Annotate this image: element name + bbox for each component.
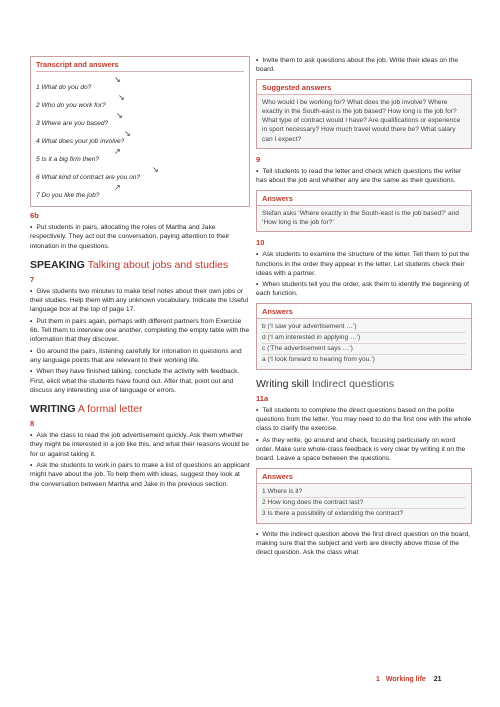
suggested-answers-box <box>256 79 472 149</box>
answer-row: a (‘I look forward to hearing from you.’) <box>262 356 375 364</box>
instruction-bullet: • Put students in pairs, allocating the roles of Martha and Jake respectively. They act out the conversation, paying attention to their intonation in the questions. <box>30 224 230 250</box>
falling-intonation-icon: ↘ <box>118 93 125 102</box>
exercise-number: 8 <box>30 419 35 429</box>
instruction-bullet: • Tell students to complete the direct questions based on the polite questions from the letter. You may need to do the first one with the whole class to clarify the exercise. <box>256 406 472 433</box>
instruction-bullet: • Invite them to ask questions about the job. Write their ideas on the board. <box>256 57 459 74</box>
transcript-line: 5 Is it a big firm then? <box>36 156 100 163</box>
transcript-line: 1 What do you do? <box>36 84 92 91</box>
answers-box <box>256 303 472 370</box>
instruction-bullet: • When they have finished talking, conclude the activity with feedback. First, elicit what the students have found out. After that, point out and discuss any interesting use of language or errors. <box>30 368 240 394</box>
answer-row: 3 Is there a possibility of extending the contract? <box>262 510 404 518</box>
instruction-bullet: • Tell students to read the letter and check which questions the writer has about the job and whether any are the same as their questions. <box>256 168 462 185</box>
exercise-number: 6b <box>30 211 39 220</box>
page-footer <box>376 676 496 683</box>
page-number: 21 <box>433 676 442 683</box>
instruction-bullet: • Ask the class to read the job advertisement quickly. Ask them whether they might be interested in a job like this, and what their reasons would be for or against taking it. <box>30 432 249 458</box>
transcript-line: 4 What does your job involve? <box>36 138 125 145</box>
instruction-bullet: • Go around the pairs, listening carefully for intonation in questions and any language points that are relevant to their working life. <box>30 347 242 364</box>
answers-title: Answers <box>257 469 471 484</box>
bullet-icon: • <box>30 368 33 376</box>
falling-intonation-icon: ↘ <box>124 129 131 138</box>
bullet-icon: • <box>256 168 259 176</box>
instruction-bullet: • Ask the students to work in pairs to make a list of questions an applicant might have about the job. To help them with ideas, suggest they look at the conversation between Martha and Jake in the previous section. <box>30 462 250 488</box>
bullet-icon: • <box>30 224 33 231</box>
bullet-icon: • <box>256 251 259 259</box>
falling-intonation-icon: ↘ <box>152 165 159 174</box>
instruction-bullet: • Write the indirect question above the first direct question on the board, making sure that the subject and verb are directly above those of the direct question. Ask the class what <box>256 530 471 557</box>
exercise-number: 10 <box>256 238 265 248</box>
rising-intonation-icon: ↗ <box>114 183 121 192</box>
section-heading-speaking: SPEAKING Talking about jobs and studies <box>30 258 229 271</box>
transcript-box <box>30 56 250 207</box>
falling-intonation-icon: ↘ <box>114 75 121 84</box>
transcript-title: Transcript and answers <box>36 60 244 72</box>
exercise-number: 9 <box>256 155 261 165</box>
exercise-number: 11a <box>256 393 269 403</box>
suggested-answers-title: Suggested answers <box>257 80 471 95</box>
section-heading-writing-skill: Writing skill Indirect questions <box>256 377 395 390</box>
answers-box <box>256 468 472 524</box>
footer-section-number: 1 <box>376 676 380 683</box>
bullet-icon: • <box>30 347 33 355</box>
answers-title: Answers <box>257 191 471 206</box>
transcript-line: 3 Where are you based? <box>36 120 109 127</box>
instruction-bullet: • As they write, go around and check, focusing particularly on word order. Make sure whole-class feedback is very clear by writing it on the board. Leave a space between the questions. <box>256 436 466 463</box>
footer-section-title: Working life <box>385 676 426 683</box>
bullet-icon: • <box>256 57 259 64</box>
instruction-bullet: • When students tell you the order, ask them to identify the beginning of each function. <box>256 281 470 298</box>
bullet-icon: • <box>256 530 259 538</box>
transcript-line: 2 Who do you work for? <box>36 102 106 109</box>
right-column <box>256 56 472 559</box>
bullet-icon: • <box>256 436 259 444</box>
answer-row: d (‘I am interested in applying …’) <box>262 333 466 344</box>
bullet-icon: • <box>256 406 259 414</box>
rising-intonation-icon: ↗ <box>114 147 121 156</box>
transcript-line: 6 What kind of contract are you on? <box>36 174 141 181</box>
instruction-bullet: • Put them in pairs again, perhaps with different partners from Exercise 6b. Tell them to interview one another, completing the empty table with the information that they discover. <box>30 317 250 344</box>
bullet-icon: • <box>30 287 33 295</box>
bullet-icon: • <box>30 317 33 325</box>
answer-row: c (‘The advertisement says …’) <box>262 344 466 355</box>
transcript-line: 7 Do you like the job? <box>36 192 100 199</box>
instruction-bullet: • Ask students to examine the structure of the letter. Tell them to put the functions in the order they appear in the letter. Let students check their ideas with a partner. <box>256 251 470 277</box>
answers-body: Stefan asks ‘Where exactly in the South-east is the job based?’ and ‘How long is the job for?’ <box>262 209 459 226</box>
suggested-answers-body: Who would I be working for? What does the job involve? Where exactly in the South-east is the job based? How long is the job for? What type of contract would I have? Are qualifications or experience in sport necessary? How much travel would there be? What salary can I expect? <box>262 98 461 143</box>
falling-intonation-icon: ↘ <box>116 111 123 120</box>
bullet-icon: • <box>30 462 33 470</box>
exercise-number: 7 <box>30 274 35 284</box>
section-heading-writing: WRITING A formal letter <box>30 403 143 416</box>
instruction-bullet: • Give students two minutes to make brief notes about their own jobs or their studies. Help them with any unknown vocabulary. Indicate the Useful language box at the top of page 17. <box>30 287 249 314</box>
answer-row: 1 Where is it? <box>262 487 466 498</box>
answer-row: b (‘I saw your advertisement …’) <box>262 322 466 333</box>
left-column <box>30 56 250 491</box>
bullet-icon: • <box>30 432 33 440</box>
answer-row: 2 How long does the contract last? <box>262 498 466 509</box>
answers-title: Answers <box>257 304 471 319</box>
answers-box <box>256 190 472 233</box>
bullet-icon: • <box>256 281 259 289</box>
